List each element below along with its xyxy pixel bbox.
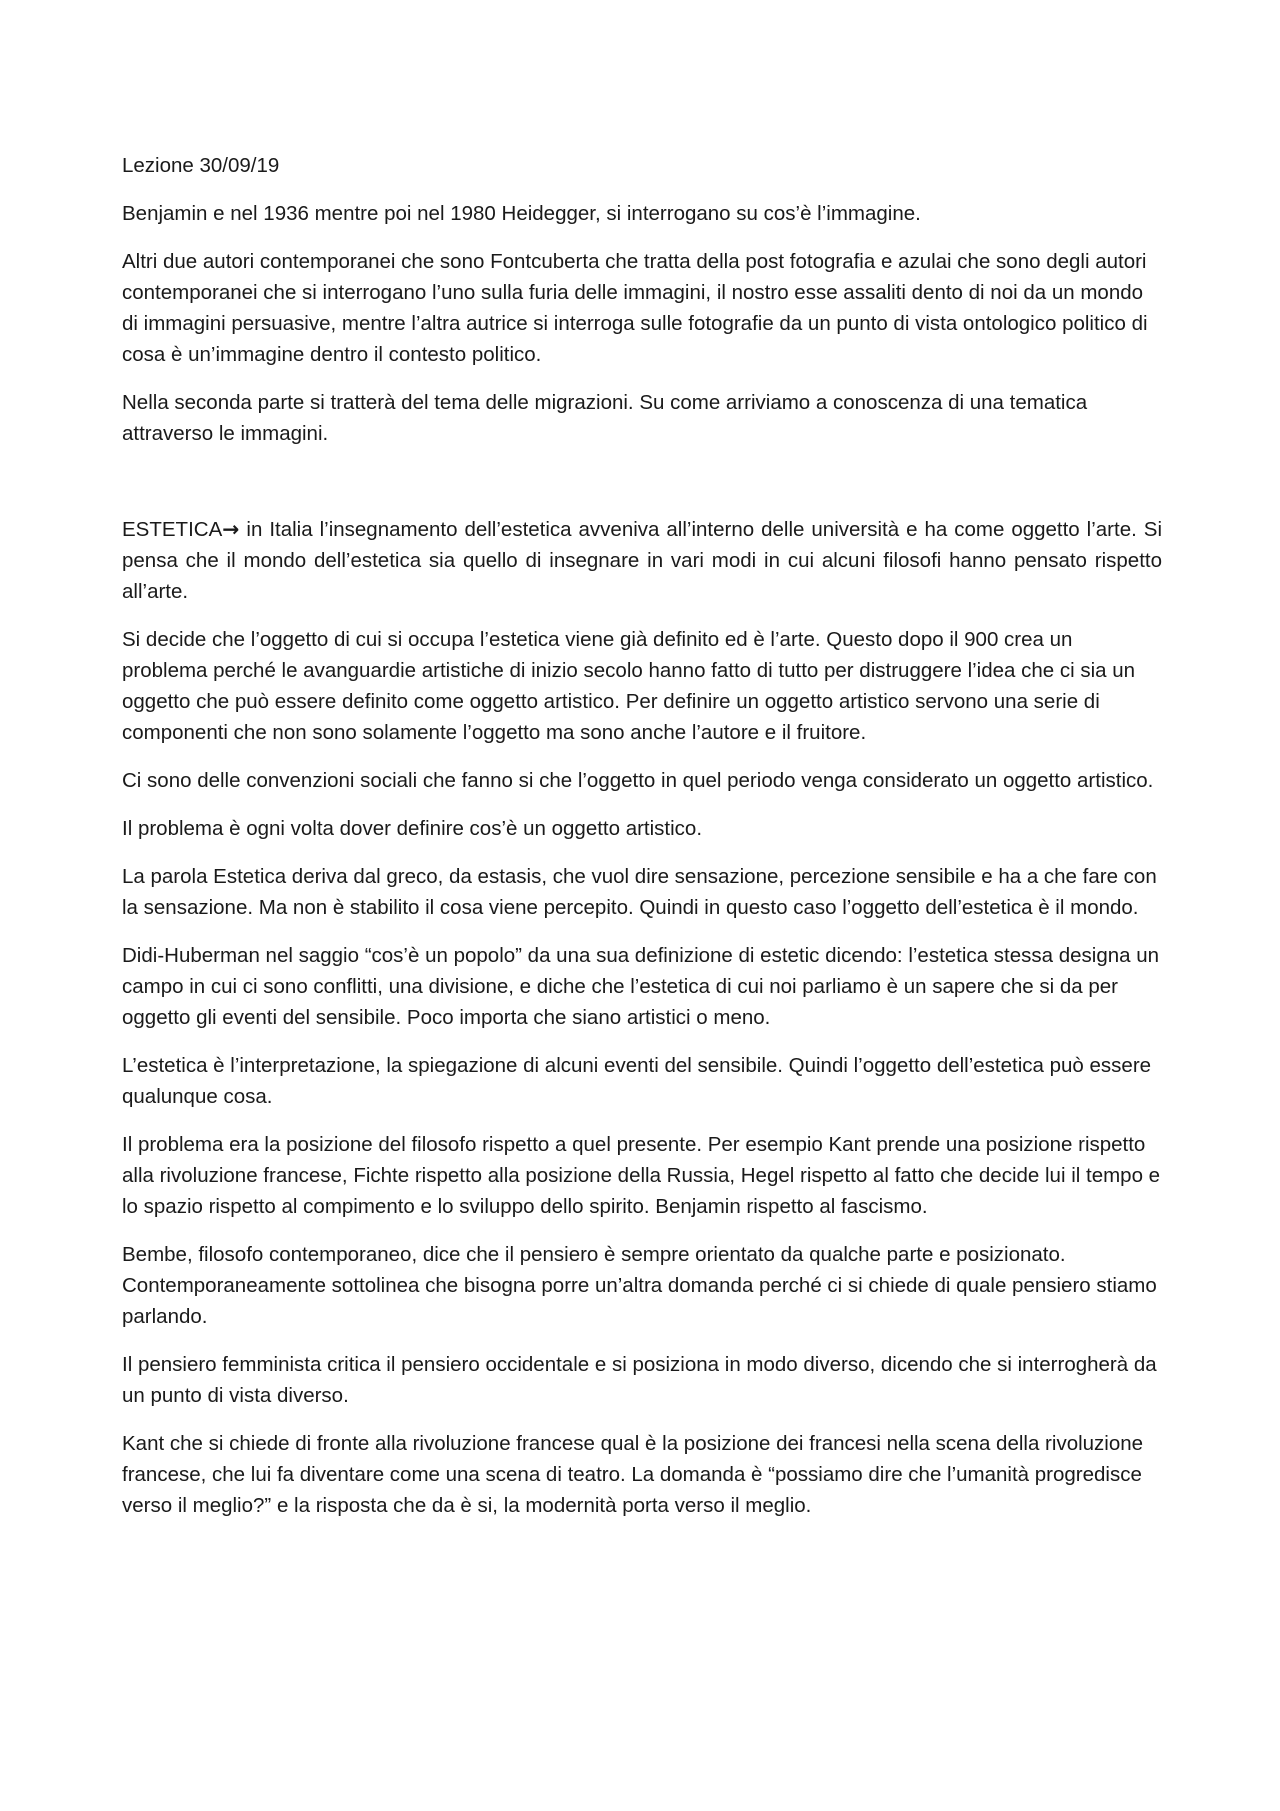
paragraph: Il problema era la posizione del filosofo rispetto a quel presente. Per esempio Kant prende una posizione rispetto alla rivoluzione francese, Fichte rispetto alla posizione della Russia, Hegel rispetto al fatto che decide lui il tempo e lo spazio rispetto al compimento e lo sviluppo dello spirito. Benjamin rispetto al fascismo. (122, 1133, 1161, 1218)
estetica-heading: ESTETICA (122, 518, 223, 541)
paragraph: Il problema è ogni volta dover definire cos’è un oggetto artistico. (122, 817, 703, 840)
paragraph: Il pensiero femminista critica il pensiero occidentale e si posiziona in modo diverso, dicendo che si interrogherà da un punto di vista diverso. (122, 1353, 1157, 1407)
paragraph: Altri due autori contemporanei che sono Fontcuberta che tratta della post fotografia e azulai che sono degli autori contemporanei che si interrogano l’uno sulla furia delle immagini, il nostro esse assaliti dento di noi da un mondo di immagini persuasive, mentre l’altra autrice si interroga sulle fotografie da un punto di vista ontologico politico di cosa è un’immagine dentro il contesto politico. (122, 250, 1148, 366)
lesson-title: Lezione 30/09/19 (122, 154, 280, 177)
estetica-text: in Italia l’insegnamento dell’estetica avveniva all’interno delle università e ha come oggetto l’arte. Si pensa che il mondo dell’estetica sia quello di insegnare in vari modi in cui alcuni filosofi hanno pensato rispetto all’arte. (122, 518, 1162, 603)
paragraph: Si decide che l’oggetto di cui si occupa l’estetica viene già definito ed è l’arte. Questo dopo il 900 crea un problema perché le avanguardie artistiche di inizio secolo hanno fatto di tutto per distruggere l’idea che ci sia un oggetto che può essere definito come oggetto artistico. Per definire un oggetto artistico servono una serie di componenti che non sono solamente l’oggetto ma sono anche l’autore e il fruitore. (122, 628, 1136, 744)
estetica-paragraph (122, 514, 1162, 607)
blank-line (122, 466, 1162, 514)
paragraph: L’estetica è l’interpretazione, la spiegazione di alcuni eventi del sensibile. Quindi l’oggetto dell’estetica può essere qualunque cosa. (122, 1054, 1152, 1108)
paragraph: Bembe, filosofo contemporaneo, dice che il pensiero è sempre orientato da qualche parte e posizionato. Contemporaneamente sottolinea che bisogna porre un’altra domanda perché ci si chiede di quale pensiero stiamo parlando. (122, 1243, 1157, 1328)
paragraph: Benjamin e nel 1936 mentre poi nel 1980 Heidegger, si interrogano su cos’è l’immagine. (122, 202, 921, 225)
paragraph: Didi-Huberman nel saggio “cos’è un popolo” da una sua definizione di estetic dicendo: l’estetica stessa designa un campo in cui ci sono conflitti, una divisione, e diche che l’estetica di cui noi parliamo è un sapere che si da per oggetto gli eventi del sensibile. Poco importa che siano artistici o meno. (122, 944, 1160, 1029)
paragraph: Nella seconda parte si tratterà del tema delle migrazioni. Su come arriviamo a conoscenza di una tematica attraverso le immagini. (122, 391, 1088, 445)
paragraph: La parola Estetica deriva dal greco, da estasis, che vuol dire sensazione, percezione sensibile e ha a che fare con la sensazione. Ma non è stabilito il cosa viene percepito. Quindi in questo caso l’oggetto dell’estetica è il mondo. (122, 865, 1157, 919)
right-arrow-icon: → (222, 517, 240, 541)
paragraph: Kant che si chiede di fronte alla rivoluzione francese qual è la posizione dei francesi nella scena della rivoluzione francese, che lui fa diventare come una scena di teatro. La domanda è “possiamo dire che l’umanità progredisce verso il meglio?” e la risposta che da è si, la modernità porta verso il meglio. (122, 1432, 1144, 1517)
paragraph: Ci sono delle convenzioni sociali che fanno si che l’oggetto in quel periodo venga considerato un oggetto artistico. (122, 769, 1154, 792)
document-body (122, 150, 1162, 1538)
